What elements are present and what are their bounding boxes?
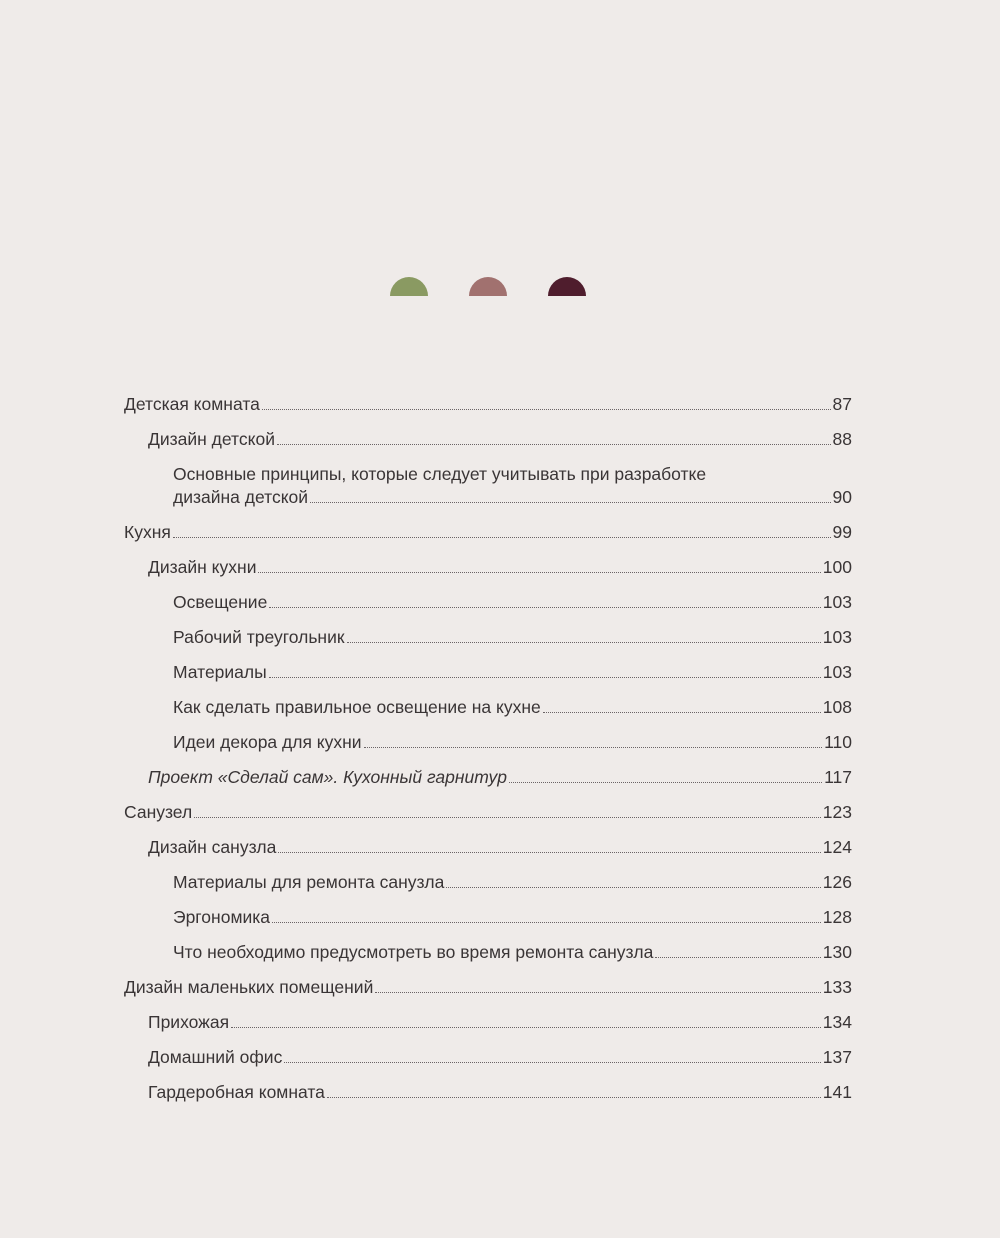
toc-entry-title: Идеи декора для кухни bbox=[173, 732, 362, 752]
dot-leader bbox=[272, 922, 821, 923]
toc-entry-page-number: 87 bbox=[832, 394, 852, 414]
toc-entry[interactable] bbox=[173, 591, 852, 614]
dot-leader bbox=[231, 1027, 821, 1028]
toc-entry-page-number: 88 bbox=[832, 429, 852, 449]
toc-entry[interactable] bbox=[124, 521, 852, 544]
toc-entry[interactable] bbox=[148, 836, 852, 859]
toc-entry-page-number: 126 bbox=[822, 872, 852, 892]
toc-entry-title: Материалы для ремонта санузла bbox=[173, 872, 445, 892]
toc-entry[interactable] bbox=[148, 556, 852, 579]
toc-entry[interactable] bbox=[173, 626, 852, 649]
dot-leader bbox=[347, 642, 821, 643]
dot-leader bbox=[258, 572, 820, 573]
dot-leader bbox=[277, 444, 831, 445]
toc-entry-title: Рабочий треугольник bbox=[173, 627, 345, 647]
toc-entry-title: Дизайн маленьких помещений bbox=[124, 977, 374, 997]
toc-entry-page-number: 103 bbox=[822, 627, 852, 647]
toc-entry-title: Проект «Сделай сам». Кухонный гарнитур bbox=[148, 767, 507, 787]
toc-entry-page-number: 123 bbox=[822, 802, 852, 822]
dot-leader bbox=[262, 409, 831, 410]
toc-entry-page-number: 133 bbox=[822, 977, 852, 997]
toc-entry-title: Кухня bbox=[124, 522, 171, 542]
toc-entry[interactable] bbox=[173, 871, 852, 894]
toc-entry[interactable] bbox=[148, 766, 852, 789]
dot-leader bbox=[173, 537, 831, 538]
toc-entry-page-number: 103 bbox=[822, 662, 852, 682]
dot-leader bbox=[364, 747, 823, 748]
dot-leader bbox=[543, 712, 821, 713]
toc-entry[interactable] bbox=[148, 1046, 852, 1069]
toc-entry-title: Эргономика bbox=[173, 907, 271, 927]
toc-entry-title: Материалы bbox=[173, 662, 267, 682]
table-of-contents bbox=[124, 393, 852, 1116]
toc-entry[interactable] bbox=[148, 428, 852, 451]
toc-entry-title: дизайна детской bbox=[173, 487, 309, 507]
semicircle-rose-icon bbox=[469, 277, 507, 296]
toc-entry-page-number: 117 bbox=[824, 767, 852, 787]
toc-entry-title: Как сделать правильное освещение на кухне bbox=[173, 697, 541, 717]
toc-entry[interactable] bbox=[173, 661, 852, 684]
dot-leader bbox=[269, 607, 820, 608]
toc-entry-page-number: 137 bbox=[822, 1047, 852, 1067]
dot-leader bbox=[446, 887, 820, 888]
semicircle-green-icon bbox=[390, 277, 428, 296]
toc-entry-page-number: 108 bbox=[822, 697, 852, 717]
toc-entry-title: Что необходимо предусмотреть во время ремонта санузла bbox=[173, 942, 654, 962]
dot-leader bbox=[278, 852, 820, 853]
toc-entry-title: Детская комната bbox=[124, 394, 260, 414]
dot-leader bbox=[194, 817, 821, 818]
toc-entry-title-line: Основные принципы, которые следует учитывать при разработке bbox=[173, 464, 707, 484]
dot-leader bbox=[310, 502, 830, 503]
toc-entry-title: Санузел bbox=[124, 802, 193, 822]
toc-entry-page-number: 130 bbox=[822, 942, 852, 962]
dot-leader bbox=[655, 957, 820, 958]
toc-entry[interactable] bbox=[124, 393, 852, 416]
toc-entry-page-number: 99 bbox=[832, 522, 852, 542]
toc-entry-page-number: 110 bbox=[824, 732, 852, 752]
toc-entry[interactable] bbox=[173, 731, 852, 754]
toc-entry[interactable] bbox=[148, 1081, 852, 1104]
toc-entry-title: Гардеробная комната bbox=[148, 1082, 325, 1102]
semicircle-burgundy-icon bbox=[548, 277, 586, 296]
dot-leader bbox=[284, 1062, 820, 1063]
toc-entry[interactable] bbox=[173, 906, 852, 929]
toc-entry[interactable] bbox=[124, 976, 852, 999]
toc-entry[interactable] bbox=[173, 941, 852, 964]
toc-entry-title: Дизайн кухни bbox=[148, 557, 257, 577]
toc-entry[interactable] bbox=[173, 696, 852, 719]
toc-entry-page-number: 90 bbox=[832, 487, 852, 507]
toc-entry-title: Прихожая bbox=[148, 1012, 230, 1032]
toc-entry[interactable] bbox=[148, 1011, 852, 1034]
toc-entry[interactable] bbox=[124, 801, 852, 824]
toc-entry-page-number: 100 bbox=[822, 557, 852, 577]
toc-entry-page-number: 124 bbox=[822, 837, 852, 857]
toc-entry-page-number: 141 bbox=[822, 1082, 852, 1102]
dot-leader bbox=[269, 677, 821, 678]
toc-entry-title: Дизайн санузла bbox=[148, 837, 277, 857]
toc-entry-page-number: 103 bbox=[822, 592, 852, 612]
toc-entry-title: Дизайн детской bbox=[148, 429, 275, 449]
dot-leader bbox=[509, 782, 822, 783]
toc-entry-page-number: 128 bbox=[822, 907, 852, 927]
dot-leader bbox=[327, 1097, 821, 1098]
decorative-ornament bbox=[390, 277, 590, 297]
toc-entry-title: Домашний офис bbox=[148, 1047, 283, 1067]
toc-entry-title: Освещение bbox=[173, 592, 268, 612]
dot-leader bbox=[375, 992, 820, 993]
toc-entry[interactable] bbox=[173, 463, 852, 509]
toc-entry-page-number: 134 bbox=[822, 1012, 852, 1032]
